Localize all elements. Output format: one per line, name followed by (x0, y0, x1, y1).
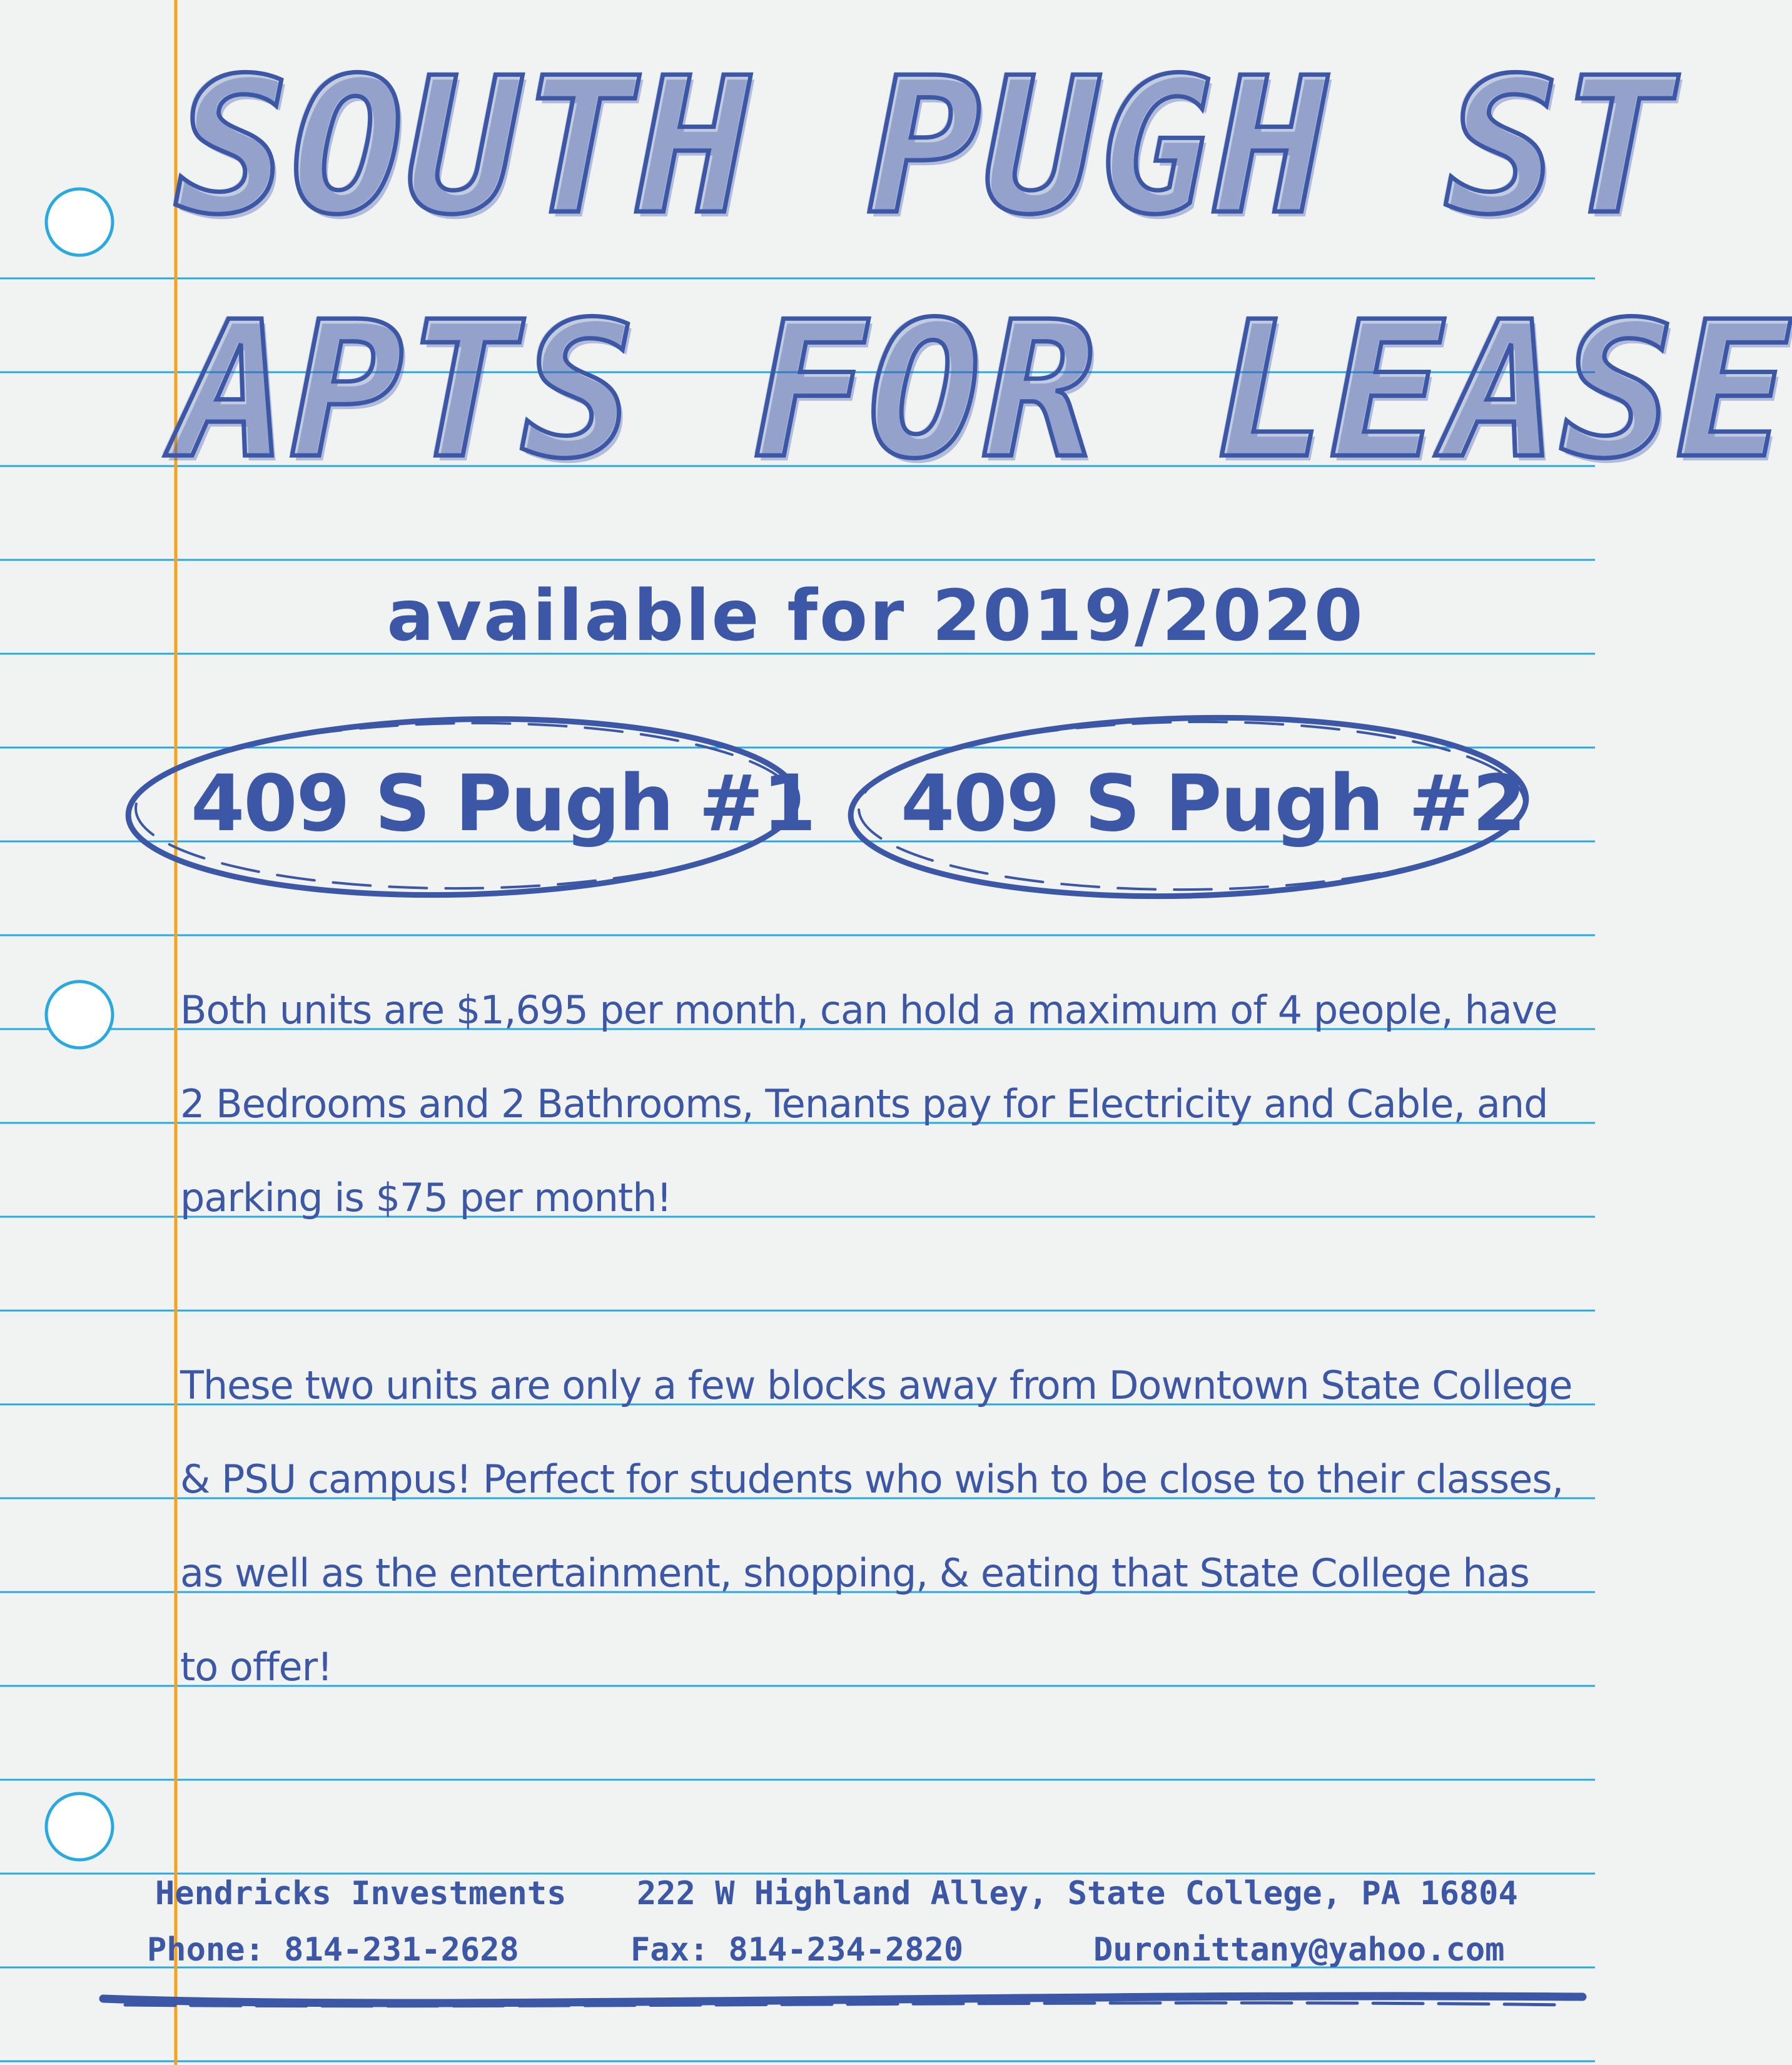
headline-line-2: APTS FOR LEASE (175, 282, 1792, 500)
footer-underline-stroke (103, 1996, 1582, 2006)
headline-line-1: SOUTH PUGH ST (175, 38, 1676, 256)
phone-number: Phone: 814-231-2628 (147, 1931, 519, 1969)
fax-number: Fax: 814-234-2820 (630, 1931, 964, 1969)
binder-hole-middle (46, 982, 113, 1048)
company-name: Hendricks Investments (155, 1875, 567, 1912)
email-address[interactable]: Duronittany@yahoo.com (1093, 1931, 1505, 1969)
location-paragraph: These two units are only a few blocks away from Downtown State College & PSU campus! Perfect for students who wish to be close to their classes, as well as the entertainment, shopping, & eating that State College has to offer! (180, 1362, 1572, 1690)
binder-hole-top (46, 189, 113, 255)
binder-hole-bottom (46, 1794, 113, 1860)
company-address: 222 W Highland Alley, State College, PA 16804 (637, 1875, 1518, 1912)
unit-details-paragraph: Both units are $1,695 per month, can hold a maximum of 4 people, have 2 Bedrooms and 2 Bathrooms, Tenants pay for Electricity and Cable, and parking is $75 per month! (180, 987, 1557, 1220)
unit-2-label: 409 S Pugh #2 (901, 759, 1526, 849)
availability-subtitle: available for 2019/2020 (387, 576, 1365, 657)
unit-1-label: 409 S Pugh #1 (191, 759, 816, 849)
